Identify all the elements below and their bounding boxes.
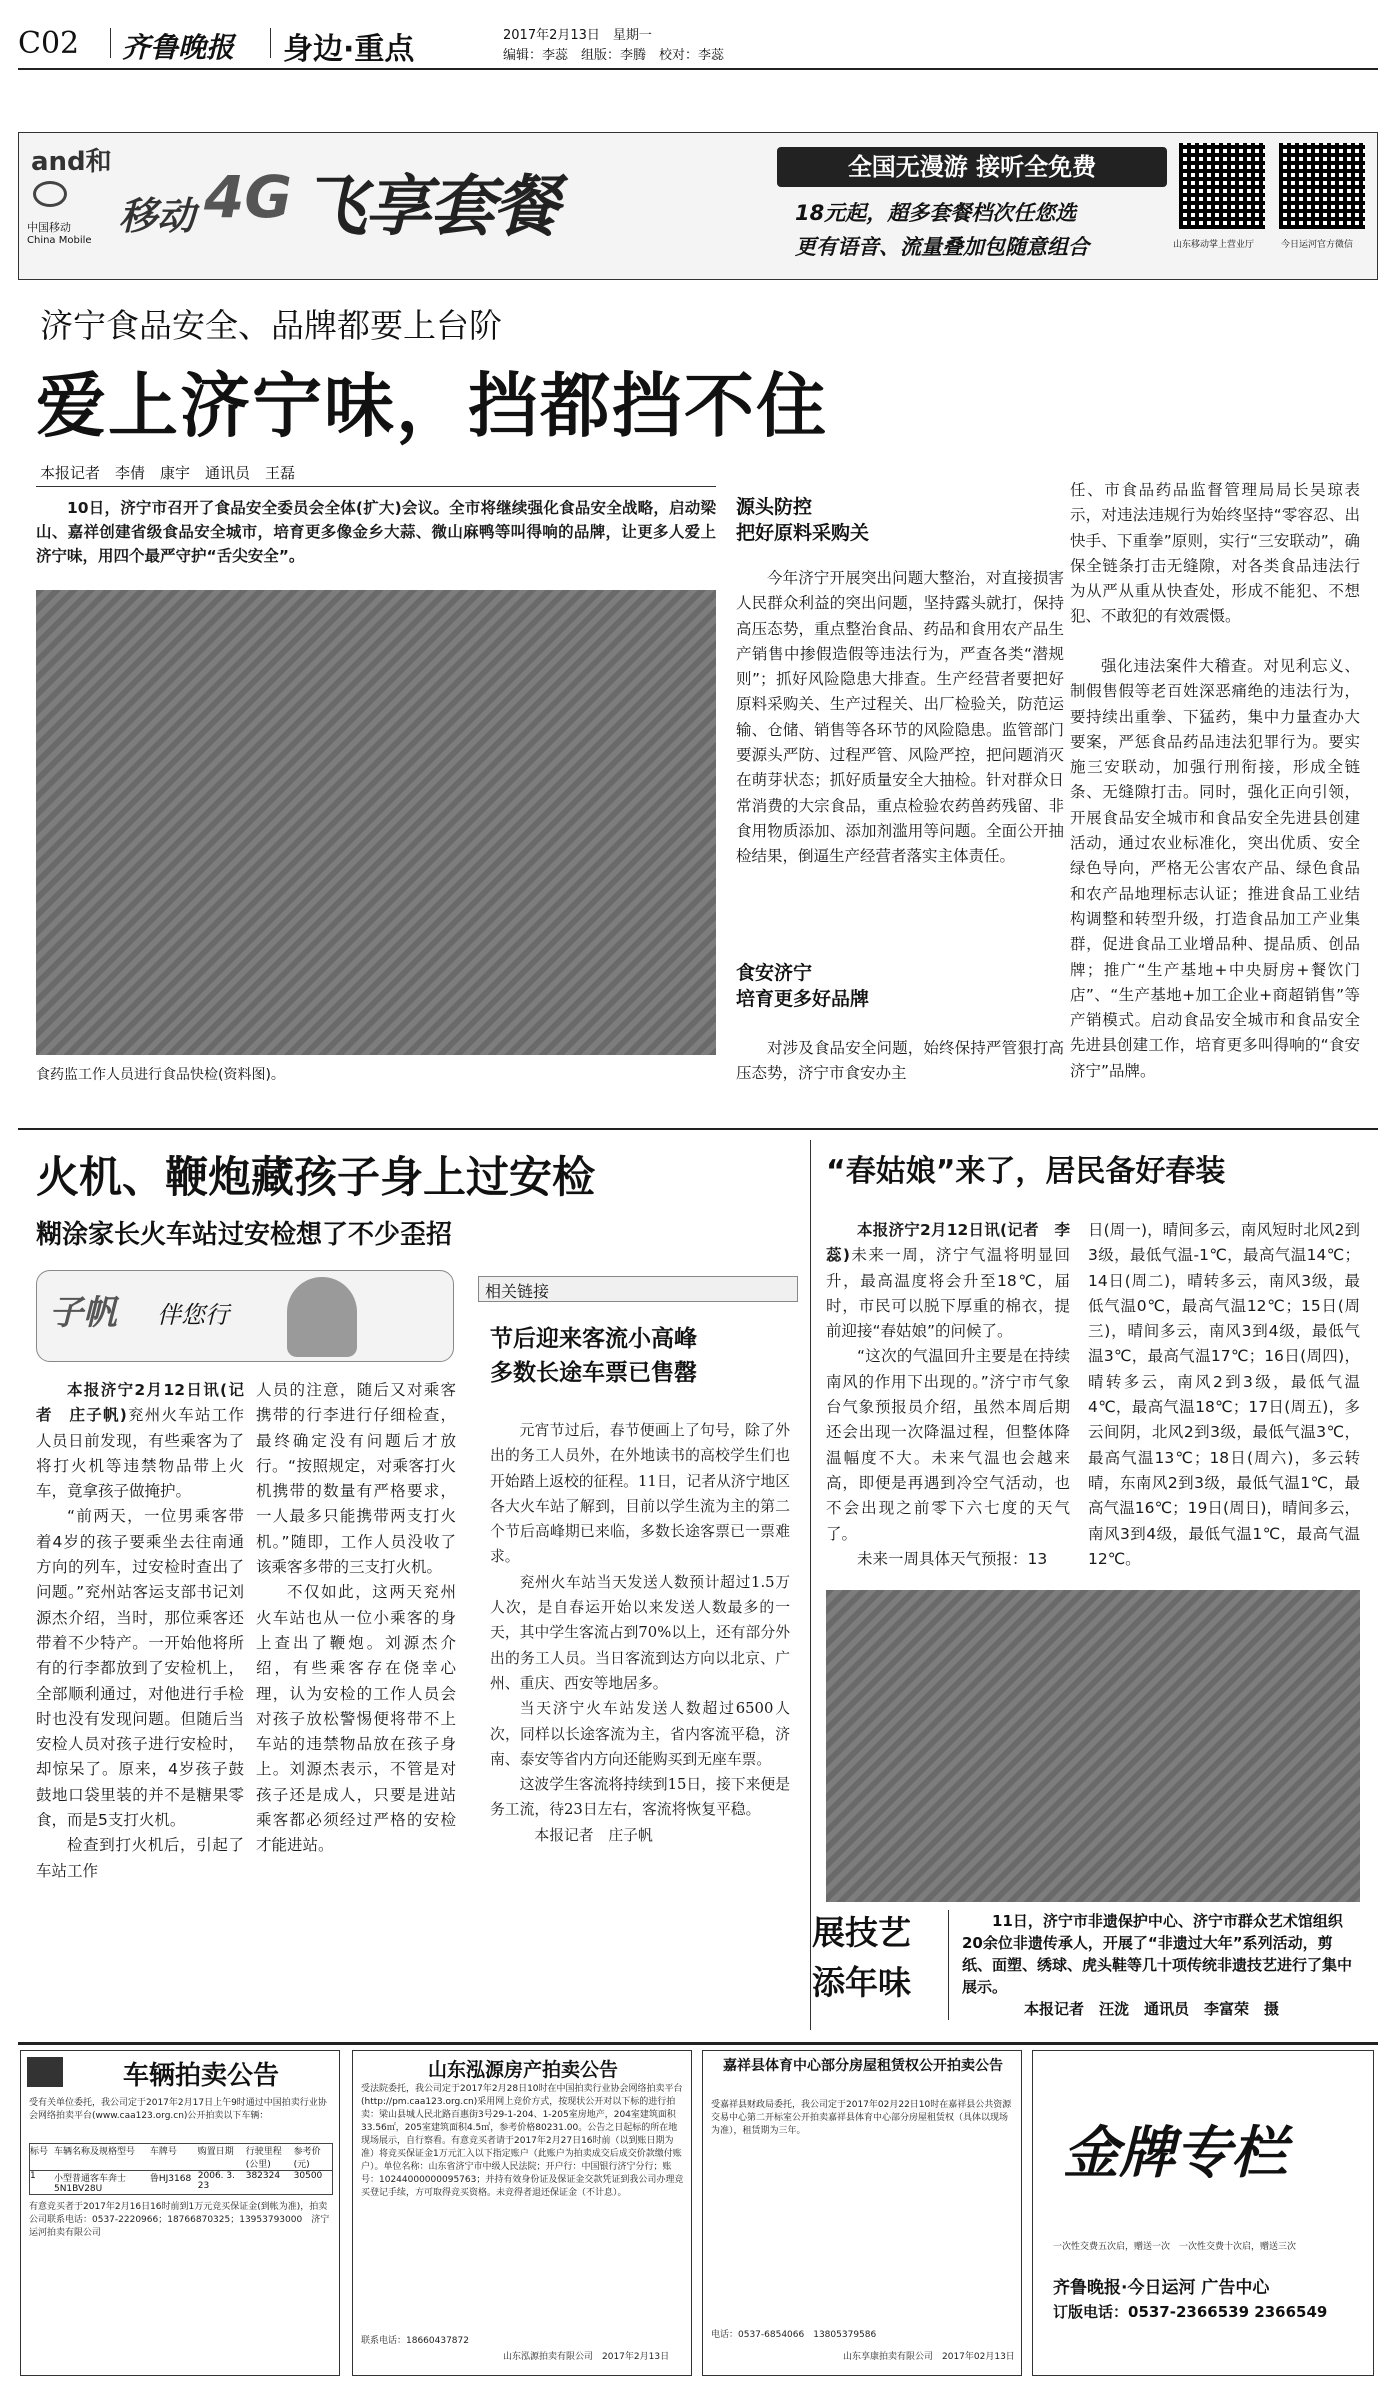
caption-divider: [948, 1910, 949, 2020]
table-header-cell: 车牌号: [149, 2147, 177, 2157]
gold-column-logo: 金牌专栏: [1063, 2120, 1287, 2186]
qr-code-icon: [1279, 143, 1365, 229]
table-cell: 小型普通客车奔士 5N1BV28U: [53, 2174, 126, 2194]
column-banner: [36, 1270, 454, 1362]
vehicle-table: [29, 2143, 333, 2195]
paragraph: 元宵节过后，春节便画上了句号，除了外出的务工人员外，在外地读书的高校学生们也开始踏上返校的征程。11日，记者从济宁地区各大火车站了解到，目前以学生流为主的第二个节后高峰期已来临，多数长途客票已一票难求。: [490, 1422, 790, 1566]
ad-sign: 山东泓源拍卖有限公司 2017年2月13日: [503, 2352, 670, 2362]
related-headline-line: 节后迎来客流小高峰: [490, 1326, 697, 1352]
ad-department: 齐鲁晚报·今日运河 广告中心: [1053, 2278, 1270, 2298]
ad-title: 山东泓源房产拍卖公告: [427, 2059, 618, 2081]
lead-headline: 爱上济宁味，挡都挡不住: [36, 365, 828, 447]
china-mobile-logo-icon: [33, 181, 67, 207]
story3-col1: [826, 1218, 1070, 1572]
photo-title-line: 展技艺: [812, 1913, 911, 1952]
related-link-tag: [478, 1276, 798, 1302]
dateline: 本报济宁2月12日讯(记者 庄子帆): [36, 1381, 244, 1425]
ad-title: 嘉祥县体育中心部分房屋租赁权公开拍卖公告: [723, 2058, 1003, 2074]
lease-auction-ad: [702, 2050, 1022, 2376]
ad-title: 车辆拍卖公告: [122, 2061, 279, 2091]
and-logo: and和: [31, 147, 112, 177]
china-mobile-ad: [18, 132, 1378, 280]
dateline: 本报济宁2月12日讯(记者 李蕊): [826, 1221, 1070, 1265]
brand-name-en: China Mobile: [27, 235, 92, 246]
food-inspection-photo: [36, 590, 716, 1055]
column-logo-tag: 伴您行: [157, 1301, 229, 1329]
table-cell: 382324: [245, 2171, 281, 2181]
page-header: [18, 22, 1378, 67]
photo-title: [812, 1908, 911, 2008]
ad-phone: 订版电话：0537-2366539 2366549: [1053, 2303, 1328, 2321]
story2-col1: [36, 1378, 244, 1884]
ad-line-2: 更有语音、流量叠加包随意组合: [795, 235, 1089, 259]
story3-col2: 日(周一)，晴间多云，南风短时北风2到3级，最低气温-1℃，最高气温14℃；14日(周二)，晴转多云，南风3级，最低气温0℃，最高气温12℃；15日(周三)，晴间多云，南风3到4级，最低气温3℃，最高气温17℃；16日(周四)，晴转多云，南风2到3级，最低气温4℃，最高气温18℃；17日(周五)，多云间阴，北风2到3级，最低气温3℃，最高气温13℃；18日(周六)，多云转晴，东南风2到3级，最低气温1℃，最高气温16℃；19日(周日)，晴间多云，南风3到4级，最低气温1℃，最高气温12℃。: [1088, 1221, 1360, 1568]
lead-col2-p2: 对涉及食品安全问题，始终保持严管狠打高压态势，济宁市食安办主: [736, 1039, 1064, 1083]
issue-date: 2017年2月13日 星期一: [503, 28, 652, 43]
lead-byline: 本报记者 李倩 康宇 通讯员 王磊: [40, 464, 296, 482]
story2-headline: 火机、鞭炮藏孩子身上过安检: [36, 1153, 595, 1203]
paragraph: 人员的注意，随后又对乘客携带的行李进行仔细检查，最终确定没有问题后才放行。“按照规定，对乘客打火机携带的数量有严格要求，一人最多只能携带两支打火机。”随即，工作人员没收了该乘客多带的三支打火机。: [256, 1381, 456, 1577]
ad-body: 受有关单位委托，我公司定于2017年2月17日上午9时通过中国拍卖行业协会网络拍卖平台(www.caa123.org.cn)公开拍卖以下车辆：: [29, 2098, 327, 2121]
related-tag-label: 相关链接: [485, 1282, 550, 1301]
photo-title-line: 添年味: [812, 1963, 911, 2002]
ad-sign: 山东享康拍卖有限公司 2017年02月13日: [843, 2352, 1015, 2362]
paragraph: “前两天，一位男乘客带着4岁的孩子要乘坐去往南通方向的列车，过安检时查出了问题。”兖州站客运支部书记刘源杰介绍，当时，那位乘客还带着不少特产。一开始他将所有的行李都放到了安检机上，全部顺利通过，对他进行手检时也没有发现问题。但随后当安检人员对孩子进行安检时，却惊呆了。原来，4岁孩子鼓鼓地口袋里装的并不是糖果零食，而是5支打火机。: [36, 1507, 244, 1830]
table-header-cell: 行驶里程(公里): [245, 2147, 282, 2170]
table-cell: 30500: [293, 2171, 323, 2181]
paragraph: 不仅如此，这两天兖州火车站也从一位小乘客的身上查出了鞭炮。刘源杰介绍，有些乘客存在侥幸心理，认为安检的工作人员会对孩子放松警惕便将带不上车站的违禁物品放在孩子身上。刘源杰表示，不管是对孩子还是成人，只要是进站乘客都必须经过严格的安检才能进站。: [256, 1583, 456, 1855]
column-divider: [810, 1140, 811, 2030]
ad-slogan-main: 飞享套餐: [301, 168, 557, 245]
paragraph: 兖州火车站当天发送人数预计超过1.5万人次，是自春运开始以来发送人数最多的一天，其中学生客流占到70%以上，还有部分外出的务工人员。当日客流到达方向以北京、广州、重庆、西安等地居多。: [490, 1573, 790, 1692]
qr-caption: 山东移动掌上营业厅: [1173, 240, 1255, 250]
table-header-cell: 购置日期: [197, 2147, 234, 2157]
editor-credits: 编辑：李蕊 组版：李腾 校对：李蕊: [503, 48, 725, 63]
subhead-line: 食安济宁: [736, 962, 813, 984]
photo-credit: 本报记者 汪泷 通讯员 李富荣 摄: [1024, 2000, 1280, 2018]
paragraph: 检查到打火机后，引起了车站工作: [36, 1836, 244, 1880]
reporter-avatar: [287, 1277, 357, 1357]
header-divider: [270, 28, 271, 58]
qr-caption: 今日运河官方微信: [1281, 240, 1354, 250]
header-rule: [18, 68, 1378, 70]
ad-body: 受法院委托，我公司定于2017年2月28日10时在中国拍卖行业协会网络拍卖平台(http://pm.caa123.org.cn)采用网上竞价方式，按现状公开对以下标的进行拍卖：梁山县城人民北路百惠街3号29-1-204、1-205室房地产，204室建筑面积33.56㎡，205室建筑面积4.5㎡，参考价格80231.00。公告之日起标的所在地现场展示，自行察看。有意竞买者请于2017年2月27日16时前（以到账日期为准）将竞买保证金1万元汇入以下指定账户（此账户为拍卖成交后成交价款缴付账户）。单位名称：山东省济宁市中级人民法院；开户行：中国银行济宁分行；账号：10244000000095763；并持有效身份证及保证金交款凭证到我公司办理竞买登记手续，方可取得竞买资格。未竞得者退还保证金（不计息）。: [361, 2084, 684, 2198]
auction-logo-icon: [27, 2057, 63, 2087]
table-cell: 1: [30, 2171, 36, 2181]
paragraph: “这次的气温回升主要是在持续南风的作用下出现的。”济宁市气象台气象预报员介绍，虽然本周后期还会出现一次降温过程，但整体降温幅度不大。未来气温也会越来高，即便是再遇到冷空气活动，也不会出现之前零下六七度的天气了。: [826, 1347, 1070, 1543]
ad-slogan-4g: 4G: [204, 163, 292, 231]
byline-rule: [36, 486, 716, 487]
qr-code-icon: [1179, 143, 1265, 229]
section-rule: [18, 1128, 1378, 1130]
lead-intro: 10日，济宁市召开了食品安全委员会全体(扩大)会议。全市将继续强化食品安全战略，启动梁山、嘉祥创建省级食品安全城市，培育更多像金乡大蒜、微山麻鸭等叫得响的品牌，让更多人爱上济宁味，用四个最严守护“舌尖安全”。: [36, 499, 716, 565]
table-cell: 2006. 3. 23: [197, 2171, 235, 2191]
table-header-cell: 参考价(元): [293, 2147, 321, 2170]
ad-contact: 联系电话：18660437872: [361, 2336, 469, 2346]
header-divider: [110, 28, 111, 58]
related-headline: [490, 1322, 697, 1390]
table-cell: 鲁HJ3168: [149, 2174, 192, 2184]
column-logo: 子帆: [49, 1293, 117, 1333]
story3-headline: “春姑娘”来了，居民备好春装: [826, 1154, 1226, 1189]
table-row: [29, 2171, 333, 2195]
brand-name: 中国移动: [27, 221, 71, 234]
table-header-cell: 车辆名称及规格型号: [53, 2147, 135, 2157]
reporter-sign: 本报记者 庄子帆: [534, 1826, 653, 1844]
paragraph: 这波学生客流将持续到15日，接下来便是务工流，待23日左右，客流将恢复平稳。: [490, 1776, 790, 1819]
table-header-cell: 标号: [30, 2147, 49, 2157]
ad-body: 受嘉祥县财政局委托，我公司定于2017年02月22日10时在嘉祥县公共资源交易中心第二开标室公开拍卖嘉祥县体育中心部分房屋租赁权（具体以现场为准），租赁期为三年。: [711, 2100, 1012, 2136]
property-auction-ad: [352, 2050, 692, 2376]
section-title: 身边·重点: [283, 32, 415, 67]
paragraph: 未来一周具体天气预报：13: [857, 1549, 1048, 1568]
ad-contact: 电话：0537-6854066 13805379586: [711, 2330, 877, 2340]
subhead-line: 把好原料采购关: [736, 522, 870, 544]
lead-col2-p1: 今年济宁开展突出问题大整治，对直接损害人民群众利益的突出问题，坚持露头就打，保持高压态势，重点整治食品、药品和食用农产品生产销售中掺假造假等违法行为，严查各类“潜规则”；抓好风险隐患大排查。生产经营者要把好原料采购关、生产过程关、出厂检验关，防范运输、仓储、销售等各环节的风险隐患。监管部门要源头严防、过程严管、风险严控，把问题消灭在萌芽状态；抓好质量安全大抽检。针对群众日常消费的大宗食品，重点检验农药兽药残留、非食用物质添加、添加剂滥用等问题。全面公开抽检结果，倒逼生产经营者落实主体责任。: [736, 569, 1064, 866]
subhead-food-safety: [736, 960, 869, 1012]
lead-col3-p1: 强化违法案件大稽查。对见利忘义、制假售假等老百姓深恶痛绝的违法行为，要持续出重拳、下猛药，集中力量查办大要案，严惩食品药品违法犯罪行为。要实施三安联动，加强行刑衔接，形成全链条、无缝隙打击。同时，强化正向引领，开展食品安全城市和食品安全先进县创建活动，通过农业标准化，突出优质、安全绿色导向，严格无公害农产品、绿色食品和农产品地理标志认证；推进食品工业结构调整和转型升级，打造食品加工产业集群，促进食品工业增品种、提品质、创品牌；推广“生产基地+中央厨房+餐饮门店”、“生产基地+加工企业+商超销售”等产销模式。启动食品安全城市和食品安全先进县创建工作，培育更多叫得响的“食安济宁”品牌。: [1070, 657, 1360, 1080]
paragraph: 兖州火车站工作人员日前发现，有些乘客为了将打火机等违禁物品带上火车，竟拿孩子做掩护。: [36, 1406, 244, 1501]
table-header-row: [29, 2143, 333, 2171]
subhead-source-control: [736, 494, 869, 546]
photo-caption: 食药监工作人员进行食品快检(资料图)。: [36, 1067, 285, 1083]
ads-rule: [18, 2042, 1378, 2045]
story2-col2: [256, 1378, 456, 1859]
newspaper-logo: 齐鲁晚报: [122, 31, 235, 64]
paragraph: 当天济宁火车站发送人数超过6500人次，同样以长途客流为主，省内客流平稳，济南、泰安等省内方向还能购买到无座车票。: [490, 1700, 790, 1768]
ad-badge: 全国无漫游 接听全免费: [777, 147, 1167, 187]
folk-art-photo: [826, 1590, 1360, 1902]
gold-column-ad: [1032, 2050, 1374, 2376]
page-number: C02: [18, 26, 80, 61]
ad-footer: 有意竞买者于2017年2月16日16时前到1万元竞买保证金(到帐为准)，拍卖公司联系电话：0537-2220966；18766870325；13953793000 济宁运河拍卖有限公司: [29, 2202, 330, 2238]
related-headline-line: 多数长途车票已售罄: [490, 1360, 697, 1386]
lead-kicker: 济宁食品安全、品牌都要上台阶: [40, 306, 502, 345]
ad-slogan-left: 移动: [119, 194, 196, 238]
ad-line-1: 18元起，超多套餐档次任您选: [795, 201, 1077, 225]
vehicle-auction-ad: [20, 2050, 340, 2376]
lead-col3-p0: 任、市食品药品监督管理局局长吴琼表示，对违法违规行为始终坚持“零容忍、出快手、下重拳”原则，实行“三安联动”，确保全链条打击无缝隙，对各类食品违法行为从严从重从快查处，形成不能犯、不想犯、不敢犯的有效震慑。: [1070, 481, 1360, 626]
subhead-line: 培育更多好品牌: [736, 988, 870, 1010]
paragraph: 未来一周，济宁气温将明显回升，最高温度将会升至18℃，届时，市民可以脱下厚重的棉衣，提前迎接“春姑娘”的问候了。: [826, 1246, 1070, 1341]
ad-price-note: 一次性交费五次启，赠送一次 一次性交费十次启，赠送三次: [1053, 2242, 1297, 2252]
folk-art-caption: 11日，济宁市非遗保护中心、济宁市群众艺术馆组织20余位非遗传承人，开展了“非遗过大年”系列活动，剪纸、面塑、绣球、虎头鞋等几十项传统非遗技艺进行了集中展示。: [962, 1912, 1353, 1996]
story2-subhead: 糊涂家长火车站过安检想了不少歪招: [36, 1220, 453, 1250]
related-body: [490, 1418, 790, 1848]
subhead-line: 源头防控: [736, 496, 813, 518]
